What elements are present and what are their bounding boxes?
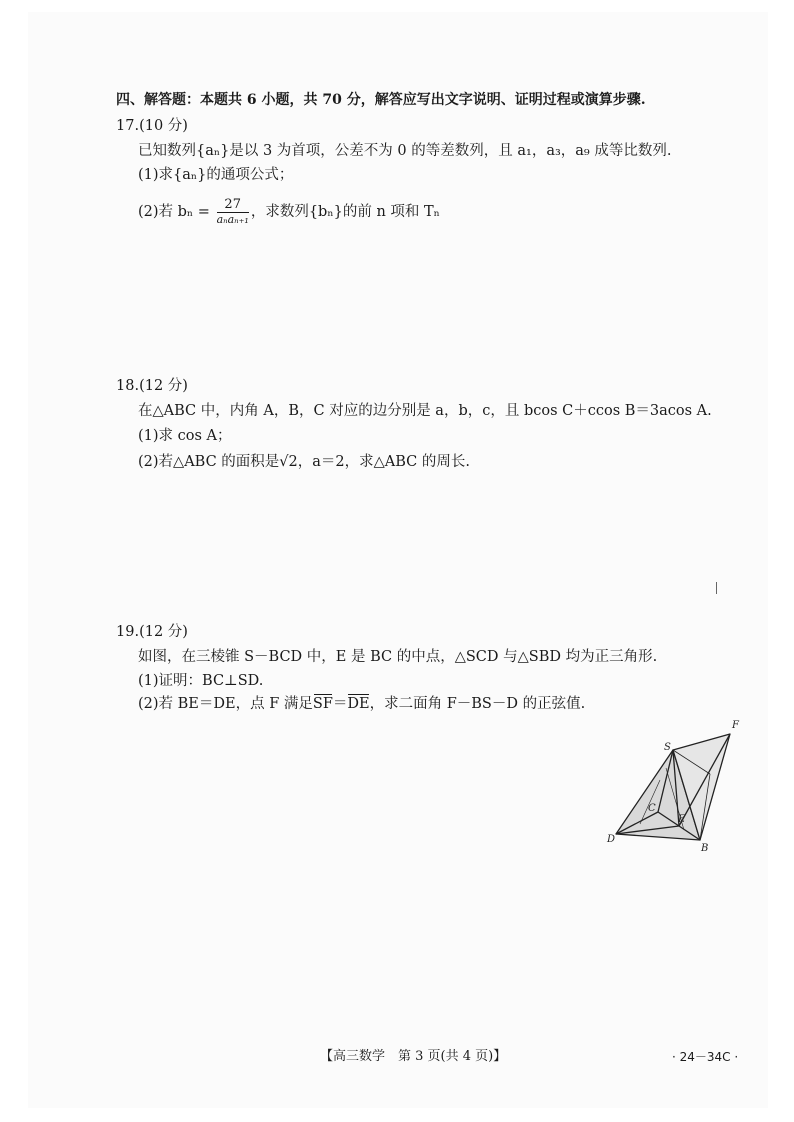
exam-code: · 24－34C · xyxy=(672,1050,739,1064)
q17-fraction-denominator: aₙaₙ₊₁ xyxy=(216,213,249,226)
q17-statement: 已知数列{aₙ}是以 3 为首项，公差不为 0 的等差数列，且 a₁，a₃，a₉ 成等比数列. xyxy=(138,143,672,159)
q17-part1: (1)求{aₙ}的通项公式； xyxy=(138,167,294,183)
label-f: F xyxy=(732,720,739,731)
q19-number: 19. xyxy=(116,624,140,640)
page-footer: 【高三数学 第 3 页(共 4 页)】 xyxy=(320,1049,507,1064)
label-c: C xyxy=(648,803,656,814)
q19-heading xyxy=(116,622,188,642)
section-header: 四、解答题：本题共 6 小题，共 70 分，解答应写出文字说明、证明过程或演算步骤. xyxy=(116,92,646,108)
q19-part2-suffix: ，求二面角 F－BS－D 的正弦值. xyxy=(369,696,586,712)
q18-points: (12 分) xyxy=(139,378,188,394)
label-s: S xyxy=(664,742,671,753)
q19-part2: (2)若 BE＝DE，点 F 满足SF＝DE，求二面角 F－BS－D 的正弦值. xyxy=(138,696,586,712)
q18-statement: 在△ABC 中，内角 A，B，C 对应的边分别是 a，b，c，且 bcos C＋ccos B＝3acos A. xyxy=(138,403,712,419)
q17-part2-prefix: (2)若 bₙ = xyxy=(138,204,210,220)
q17-heading xyxy=(116,116,188,136)
q17-number: 17. xyxy=(116,118,140,134)
q18-part2: (2)若△ABC 的面积是√2，a＝2，求△ABC 的周长. xyxy=(138,454,470,470)
q18-heading xyxy=(116,376,188,396)
q17-part2 xyxy=(138,196,440,228)
pyramid-figure xyxy=(600,712,750,856)
q19-part1: (1)证明：BC⊥SD. xyxy=(138,673,264,689)
q17-part2-suffix: ，求数列{bₙ}的前 n 项和 Tₙ xyxy=(250,204,440,220)
q18-number: 18. xyxy=(116,378,140,394)
q17-fraction xyxy=(217,197,249,227)
label-b: B xyxy=(701,843,709,854)
scan-mark xyxy=(716,582,717,594)
q17-fraction-numerator: 27 xyxy=(217,197,249,213)
label-d: D xyxy=(607,834,616,845)
q19-statement: 如图，在三棱锥 S－BCD 中，E 是 BC 的中点，△SCD 与△SBD 均为正三角形. xyxy=(138,649,658,665)
q18-part1: (1)求 cos A； xyxy=(138,428,232,444)
vector-sf: SF xyxy=(312,696,333,712)
q19-part2-prefix: (2)若 BE＝DE，点 F 满足 xyxy=(138,696,313,712)
label-e: E xyxy=(678,814,686,825)
q19-points: (12 分) xyxy=(139,624,188,640)
vector-de: DE xyxy=(347,696,370,712)
q17-points: (10 分) xyxy=(139,118,188,134)
